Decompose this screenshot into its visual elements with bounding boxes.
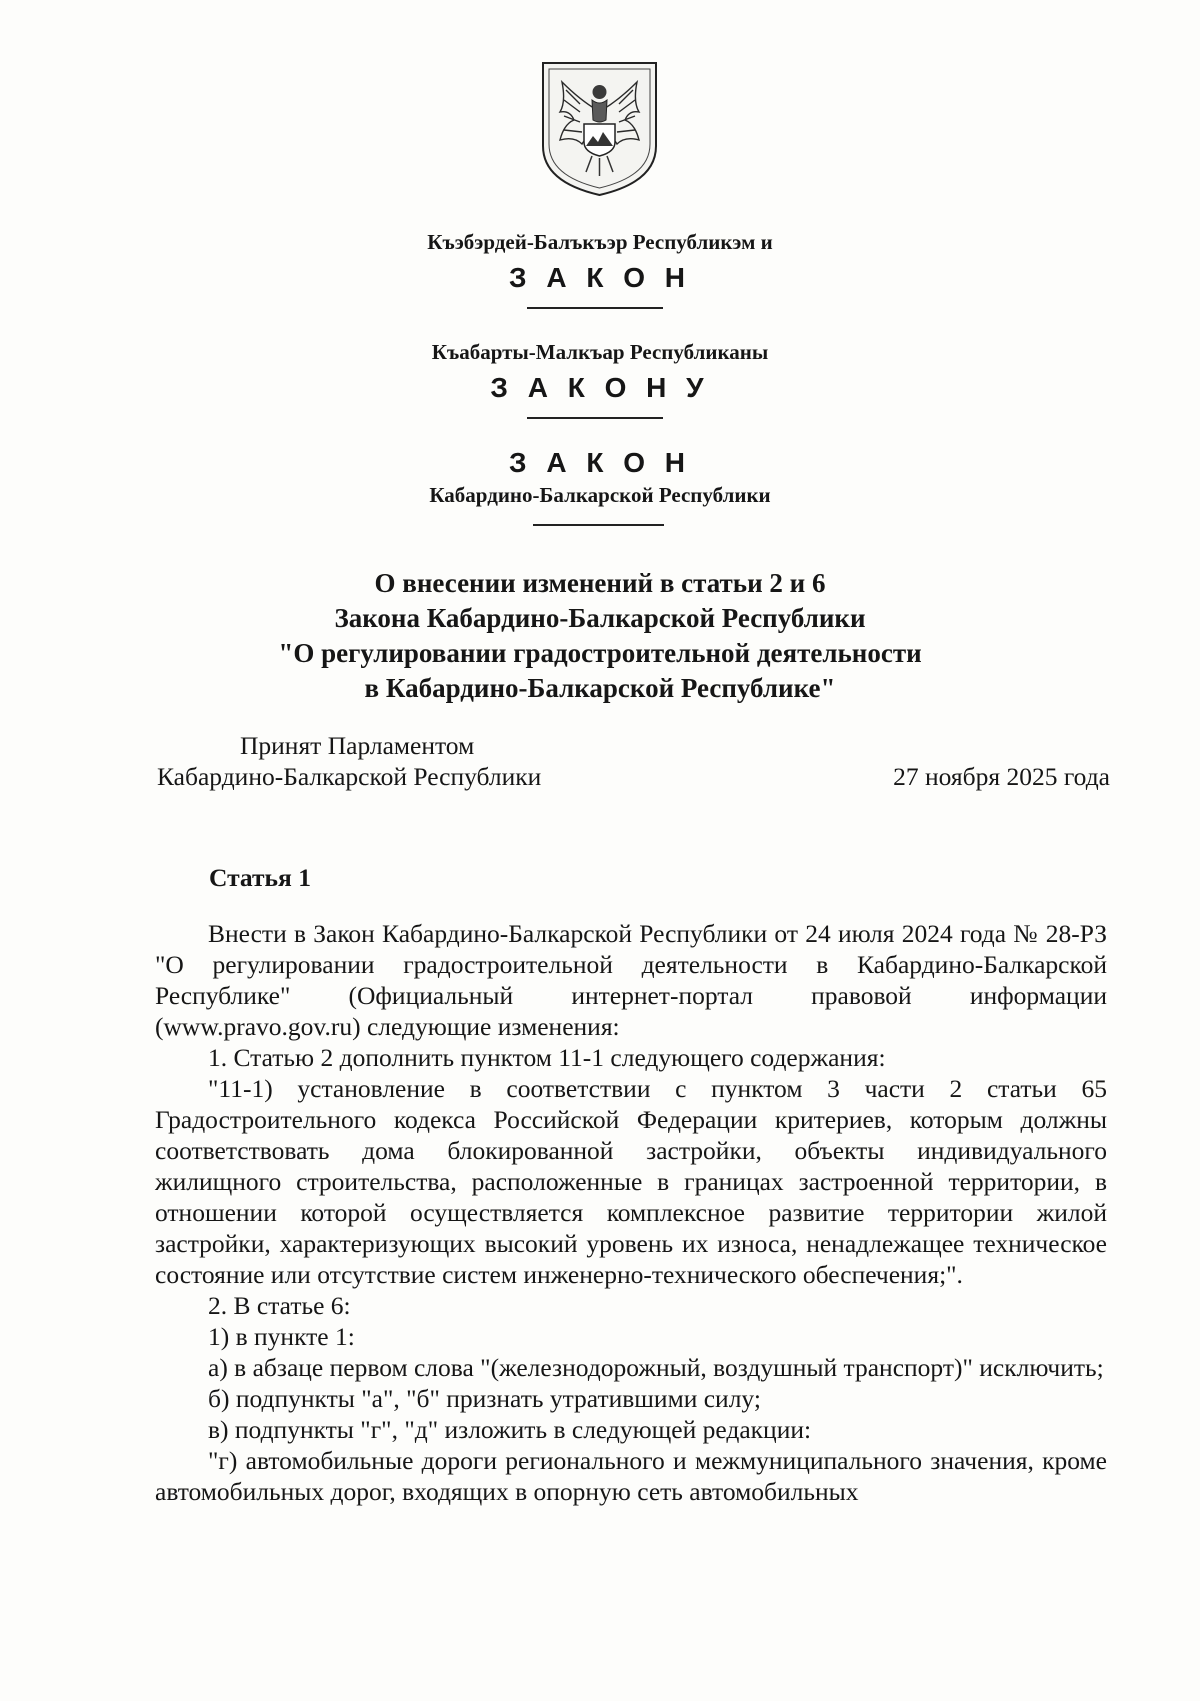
adoption-date: 27 ноября 2025 года — [893, 762, 1110, 791]
law-title-line: "О регулировании градостроительной деятельности — [278, 638, 922, 668]
article-paragraph: "11-1) установление в соответствии с пунктом 3 части 2 статьи 65 Градостроительного кодекса Российской Федерации критериев, которым должны соответствовать дома блокированной застройки, объекты индивидуального жилищного строительства, расположенные в границах застроенной территории, в отношении которой осуществляется комплексное развитие территории жилой застройки, характеризующих высокий уровень их износа, ненадлежащее техническое состояние или отсутствие систем инженерно-технического обеспечения;". — [155, 1074, 1107, 1289]
article-paragraph: 2. В статье 6: — [208, 1291, 351, 1320]
law-title — [0, 566, 1200, 706]
article-heading: Статья 1 — [209, 863, 311, 892]
russian-republic-heading: Кабардино-Балкарской Республики — [429, 483, 771, 507]
russian-law-heading: З А К О Н — [509, 447, 691, 478]
article-paragraph: б) подпункты "а", "б" признать утратившими силу; — [208, 1384, 761, 1413]
law-title-line: О внесении изменений в статьи 2 и 6 — [374, 568, 826, 598]
adoption-line: Принят Парламентом — [240, 731, 475, 760]
kabardian-law-heading: З А К О Н — [509, 262, 691, 293]
law-title-line: в Кабардино-Балкарской Республике" — [364, 673, 836, 703]
article-paragraph: "г) автомобильные дороги регионального и межмуниципального значения, кроме автомобильных дорог, входящих в опорную сеть автомобильных — [155, 1446, 1107, 1506]
article-body — [155, 918, 1107, 1507]
header-divider — [527, 307, 663, 309]
article-paragraph: Внести в Закон Кабардино-Балкарской Республики от 24 июля 2024 года № 28-РЗ "О регулировании градостроительной деятельности в Кабардино-Балкарской Республике" (Официальный интернет-портал правовой информации (www.pravo.gov.ru) следующие изменения: — [155, 919, 1107, 1041]
balkar-law-heading: З А К О Н У — [490, 372, 710, 403]
coat-of-arms-emblem — [540, 60, 659, 198]
balkar-republic-heading: Къабарты-Малкъар Республиканы — [431, 340, 769, 364]
law-title-line: Закона Кабардино-Балкарской Республики — [334, 603, 866, 633]
article-paragraph: а) в абзаце первом слова "(железнодорожный, воздушный транспорт)" исключить; — [208, 1353, 1104, 1382]
header-divider — [527, 417, 663, 419]
article-paragraph: 1) в пункте 1: — [208, 1322, 355, 1351]
header-divider — [533, 524, 664, 526]
kabardian-republic-heading: Къэбэрдей-Балъкъэр Республикэм и — [427, 230, 773, 254]
article-paragraph: 1. Статью 2 дополнить пунктом 11-1 следующего содержания: — [208, 1043, 886, 1072]
adoption-line: Кабардино-Балкарской Республики — [157, 762, 542, 791]
article-paragraph: в) подпункты "г", "д" изложить в следующей редакции: — [208, 1415, 812, 1444]
